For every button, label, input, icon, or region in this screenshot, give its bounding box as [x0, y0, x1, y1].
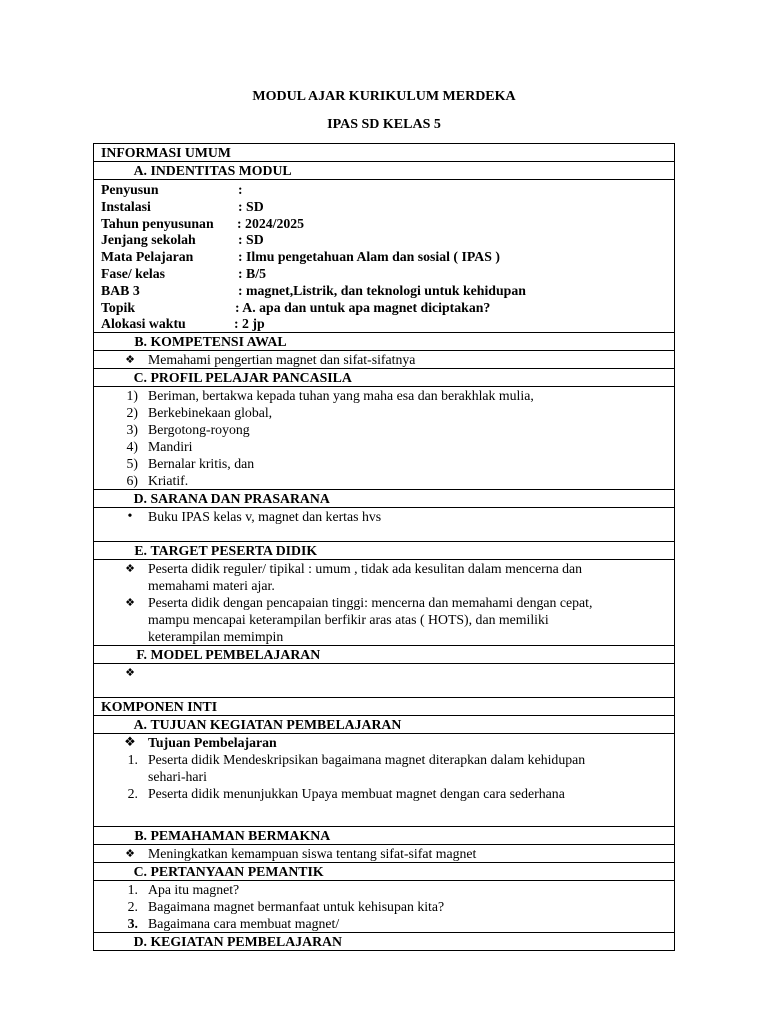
target-list [94, 559, 674, 645]
item-text: Kriatif. [148, 473, 189, 489]
section-title: TARGET PESERTA DIDIK [150, 543, 318, 559]
pemahaman-heading [94, 826, 674, 844]
identitas-fields [94, 179, 674, 332]
section-title: INDENTITAS MODUL [150, 163, 292, 178]
field-key: BAB 3 [101, 282, 140, 298]
tujuan-list [94, 733, 674, 826]
diamond-bullet-icon: ❖ [125, 562, 135, 576]
item-text: Buku IPAS kelas v, magnet dan kertas hvs [148, 509, 382, 525]
field-key: Tahun penyusunan [101, 215, 214, 231]
module-table [93, 143, 675, 951]
section-title: TUJUAN KEGIATAN PEMBELAJARAN [150, 717, 402, 733]
tujuan-heading [94, 715, 674, 733]
komponen-inti-heading: KOMPONEN INTI [94, 697, 674, 715]
informasi-umum-heading: INFORMASI UMUM [94, 143, 674, 161]
section-title: KEGIATAN PEMBELAJARAN [150, 934, 342, 950]
field-jenjang [101, 231, 674, 248]
list-item [94, 472, 674, 489]
document-subtitle: IPAS SD KELAS 5 [327, 117, 441, 132]
field-value: : Ilmu pengetahuan Alam dan sosial ( IPAS ) [238, 249, 500, 265]
item-text: Meningkatkan kemampuan siswa tentang sifat-sifat magnet [148, 846, 477, 862]
section-letter: D. [133, 491, 147, 507]
sarana-list [94, 507, 674, 541]
field-mapel [101, 248, 674, 265]
field-value: : SD [238, 198, 264, 214]
list-item [94, 845, 674, 862]
section-letter: A. [133, 717, 147, 733]
list-item [94, 351, 674, 368]
item-number: 1. [127, 882, 138, 898]
list-item [94, 751, 674, 785]
pertanyaan-heading [94, 862, 674, 880]
item-text: Bagaimana magnet bermanfaat untuk kehisupan kita? [148, 899, 445, 915]
section-title: SARANA DAN PRASARANA [150, 491, 330, 507]
section-title: MODEL PEMBELAJARAN [150, 647, 321, 663]
section-letter: D. [133, 934, 147, 950]
section-title: PERTANYAAN PEMANTIK [150, 864, 324, 880]
list-item [94, 508, 674, 525]
item-text: sehari-hari [148, 769, 207, 785]
item-text: Bernalar kritis, dan [148, 456, 255, 472]
list-item [94, 664, 674, 681]
bullet-icon: • [127, 509, 133, 525]
list-item [94, 898, 674, 915]
item-number: 2. [127, 786, 138, 802]
profil-list [94, 386, 674, 489]
field-tahun [101, 215, 674, 232]
section-letter: C. [133, 864, 147, 880]
field-alokasi [101, 315, 674, 332]
item-text: Apa itu magnet? [148, 882, 240, 898]
item-number: 1. [127, 752, 138, 768]
field-value: : magnet,Listrik, dan teknologi untuk kehidupan [238, 282, 526, 298]
profil-heading [94, 368, 674, 386]
item-text: Berkebinekaan global, [148, 405, 273, 421]
field-key: Alokasi waktu [101, 316, 186, 332]
section-letter: B. [134, 334, 147, 350]
diamond-bullet-icon: ❖ [124, 735, 136, 751]
model-heading [94, 645, 674, 663]
diamond-bullet-icon: ❖ [125, 666, 135, 680]
diamond-bullet-icon: ❖ [125, 353, 135, 367]
list-item [94, 421, 674, 438]
field-fase [101, 265, 674, 282]
field-value: : [238, 182, 243, 197]
item-number: 3) [126, 422, 138, 438]
pertanyaan-list [94, 880, 674, 932]
item-number: 6) [126, 473, 138, 489]
field-penyusun [101, 181, 674, 198]
section-letter: E. [134, 543, 147, 559]
section-title: PROFIL PELAJAR PANCASILA [150, 370, 352, 386]
item-number: 4) [126, 439, 138, 455]
field-value: : 2 jp [234, 316, 265, 332]
list-item [94, 594, 674, 645]
list-item [94, 881, 674, 898]
item-text: Peserta didik menunjukkan Upaya membuat magnet dengan cara sederhana [148, 786, 565, 802]
kompetensi-list [94, 350, 674, 368]
field-key: Jenjang sekolah [101, 232, 196, 248]
item-text: Memahami pengertian magnet dan sifat-sifatnya [148, 352, 416, 368]
item-number: 2) [126, 405, 138, 421]
diamond-bullet-icon: ❖ [125, 596, 135, 610]
field-value: : SD [238, 232, 264, 248]
item-text: Tujuan Pembelajaran [148, 735, 277, 751]
item-text: mampu mencapai keterampilan berfikir aras atas ( HOTS), dan memiliki [148, 612, 549, 628]
kegiatan-heading [94, 932, 674, 950]
document-title: MODUL AJAR KURIKULUM MERDEKA [252, 89, 516, 104]
sarana-heading [94, 489, 674, 507]
item-number: 1) [126, 388, 138, 404]
list-item [94, 438, 674, 455]
field-value: : B/5 [238, 265, 266, 281]
field-bab [101, 282, 674, 299]
list-item [94, 387, 674, 404]
kompetensi-heading [94, 332, 674, 350]
section-letter: C. [133, 370, 147, 386]
target-heading [94, 541, 674, 559]
item-text: Peserta didik Mendeskripsikan bagaimana magnet diterapkan dalam kehidupan [148, 752, 586, 768]
item-text: Bagaimana cara membuat magnet/ [148, 916, 340, 932]
list-item [94, 560, 674, 594]
field-key: Penyusun [101, 182, 159, 197]
field-instalasi [101, 198, 674, 215]
item-text: Mandiri [148, 439, 193, 455]
list-item [94, 915, 674, 932]
field-key: Instalasi [101, 198, 151, 214]
item-text: Peserta didik dengan pencapaian tinggi: mencerna dan memahami dengan cepat, [148, 595, 593, 611]
pemahaman-list [94, 844, 674, 862]
item-text: Peserta didik reguler/ tipikal : umum , tidak ada kesulitan dalam mencerna dan [148, 561, 583, 577]
section-letter: A. [133, 163, 147, 178]
identitas-heading [94, 161, 674, 179]
field-value: : 2024/2025 [237, 215, 305, 231]
field-key: Fase/ kelas [101, 265, 165, 281]
field-key: Mata Pelajaran [101, 249, 194, 265]
list-item [94, 734, 674, 751]
item-text: keterampilan memimpin [148, 629, 284, 645]
section-title: PEMAHAMAN BERMAKNA [150, 828, 331, 844]
list-item [94, 404, 674, 421]
item-text: Beriman, bertakwa kepada tuhan yang maha esa dan berakhlak mulia, [148, 388, 534, 404]
item-number: 3. [127, 916, 138, 932]
list-item [94, 455, 674, 472]
section-letter: F. [136, 647, 147, 663]
item-number: 2. [127, 899, 138, 915]
section-title: KOMPETENSI AWAL [150, 334, 287, 350]
diamond-bullet-icon: ❖ [125, 847, 135, 861]
item-text: memahami materi ajar. [148, 578, 275, 594]
field-value: : A. apa dan untuk apa magnet diciptakan? [235, 299, 491, 315]
list-item [94, 785, 674, 802]
item-number: 5) [126, 456, 138, 472]
field-key: Topik [101, 299, 136, 315]
item-text: Bergotong-royong [148, 422, 250, 438]
model-list [94, 663, 674, 697]
section-letter: B. [134, 828, 147, 844]
field-topik [101, 299, 674, 316]
